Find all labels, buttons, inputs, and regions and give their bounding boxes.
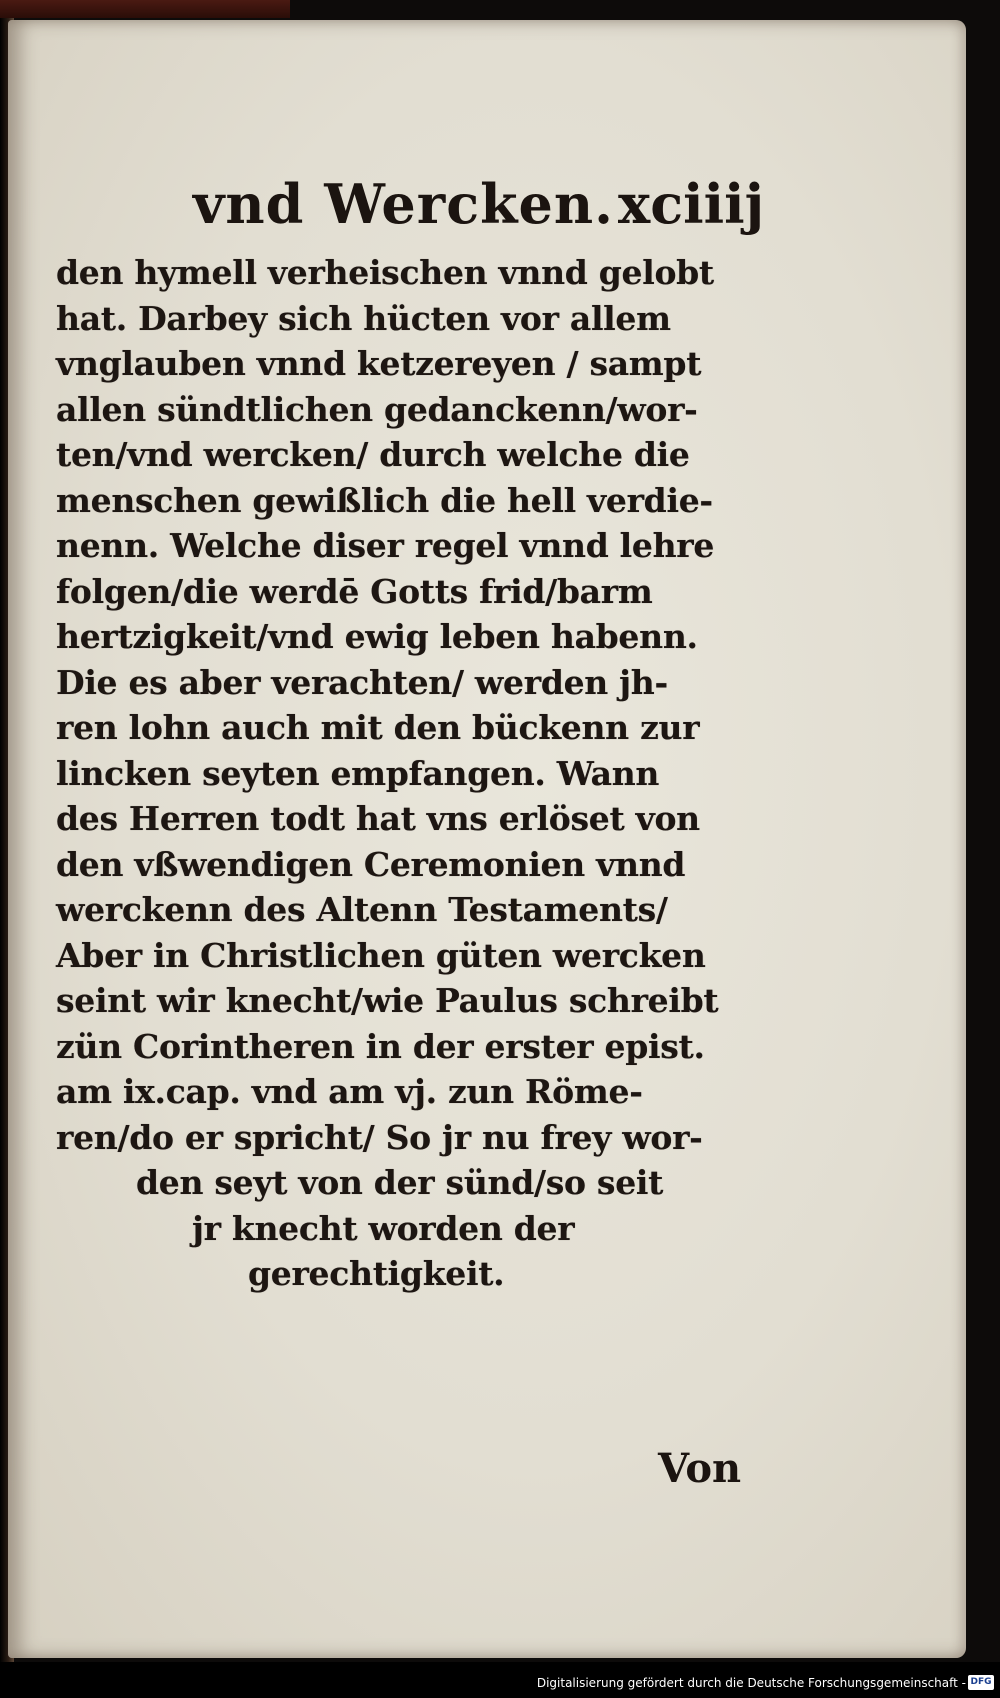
page-header — [8, 172, 966, 242]
text-line: seint wir knecht/wie Paulus schreibt — [56, 981, 719, 1020]
text-line: am ix.cap. vnd am vj. zun Röme- — [56, 1072, 643, 1111]
text-line: den hymell verheischen vnnd gelobt — [56, 253, 714, 292]
text-line: ren lohn auch mit den bückenn zur — [56, 708, 700, 747]
dfg-logo-icon — [968, 1675, 994, 1690]
text-line: jr knecht worden der — [192, 1208, 575, 1248]
text-line: werckenn des Altenn Testaments/ — [56, 890, 668, 929]
text-line: ten/vnd wercken/ durch welche die — [56, 435, 690, 474]
dfg-logo-text: DFG — [970, 1677, 992, 1687]
text-line: folgen/die werdē Gotts frid/barm — [56, 571, 653, 611]
book-ribbon — [0, 0, 290, 18]
text-line: gerechtigkeit. — [248, 1254, 505, 1293]
text-line: nenn. Welche diser regel vnnd lehre — [56, 526, 715, 565]
footer-bar — [0, 1662, 1000, 1698]
text-line: lincken seyten empfangen. Wann — [56, 753, 660, 793]
catchword: Von — [658, 1445, 742, 1492]
text-line: den seyt von der sünd/so seit — [136, 1163, 664, 1202]
text-line: zün Corintheren in der erster epist. — [56, 1026, 705, 1066]
text-line: Die es aber verachten/ werden jh- — [56, 662, 668, 702]
text-line: vnglauben vnnd ketzereyen / sampt — [56, 344, 702, 383]
book-page — [8, 20, 966, 1658]
funding-credit: Digitalisierung gefördert durch die Deutsche Forschungsgemeinschaft - — [536, 1676, 966, 1690]
body-text — [56, 250, 756, 1297]
text-line: des Herren todt hat vns erlöset von — [56, 799, 700, 838]
text-line: den vßwendigen Ceremonien vnnd — [56, 844, 686, 884]
running-head: vnd Wercken. — [193, 172, 614, 236]
text-line: hertzigkeit/vnd ewig leben habenn. — [56, 617, 698, 656]
text-line: ren/do er spricht/ So jr nu frey wor- — [56, 1117, 703, 1157]
text-line: Aber in Christlichen güten wercken — [56, 935, 706, 975]
text-line: hat. Darbey sich hücten vor allem — [56, 298, 671, 338]
text-line: menschen gewißlich die hell verdie- — [56, 480, 713, 520]
text-line: allen sündtlichen gedanckenn/wor- — [56, 389, 698, 429]
folio-number: xciiij — [618, 172, 765, 236]
